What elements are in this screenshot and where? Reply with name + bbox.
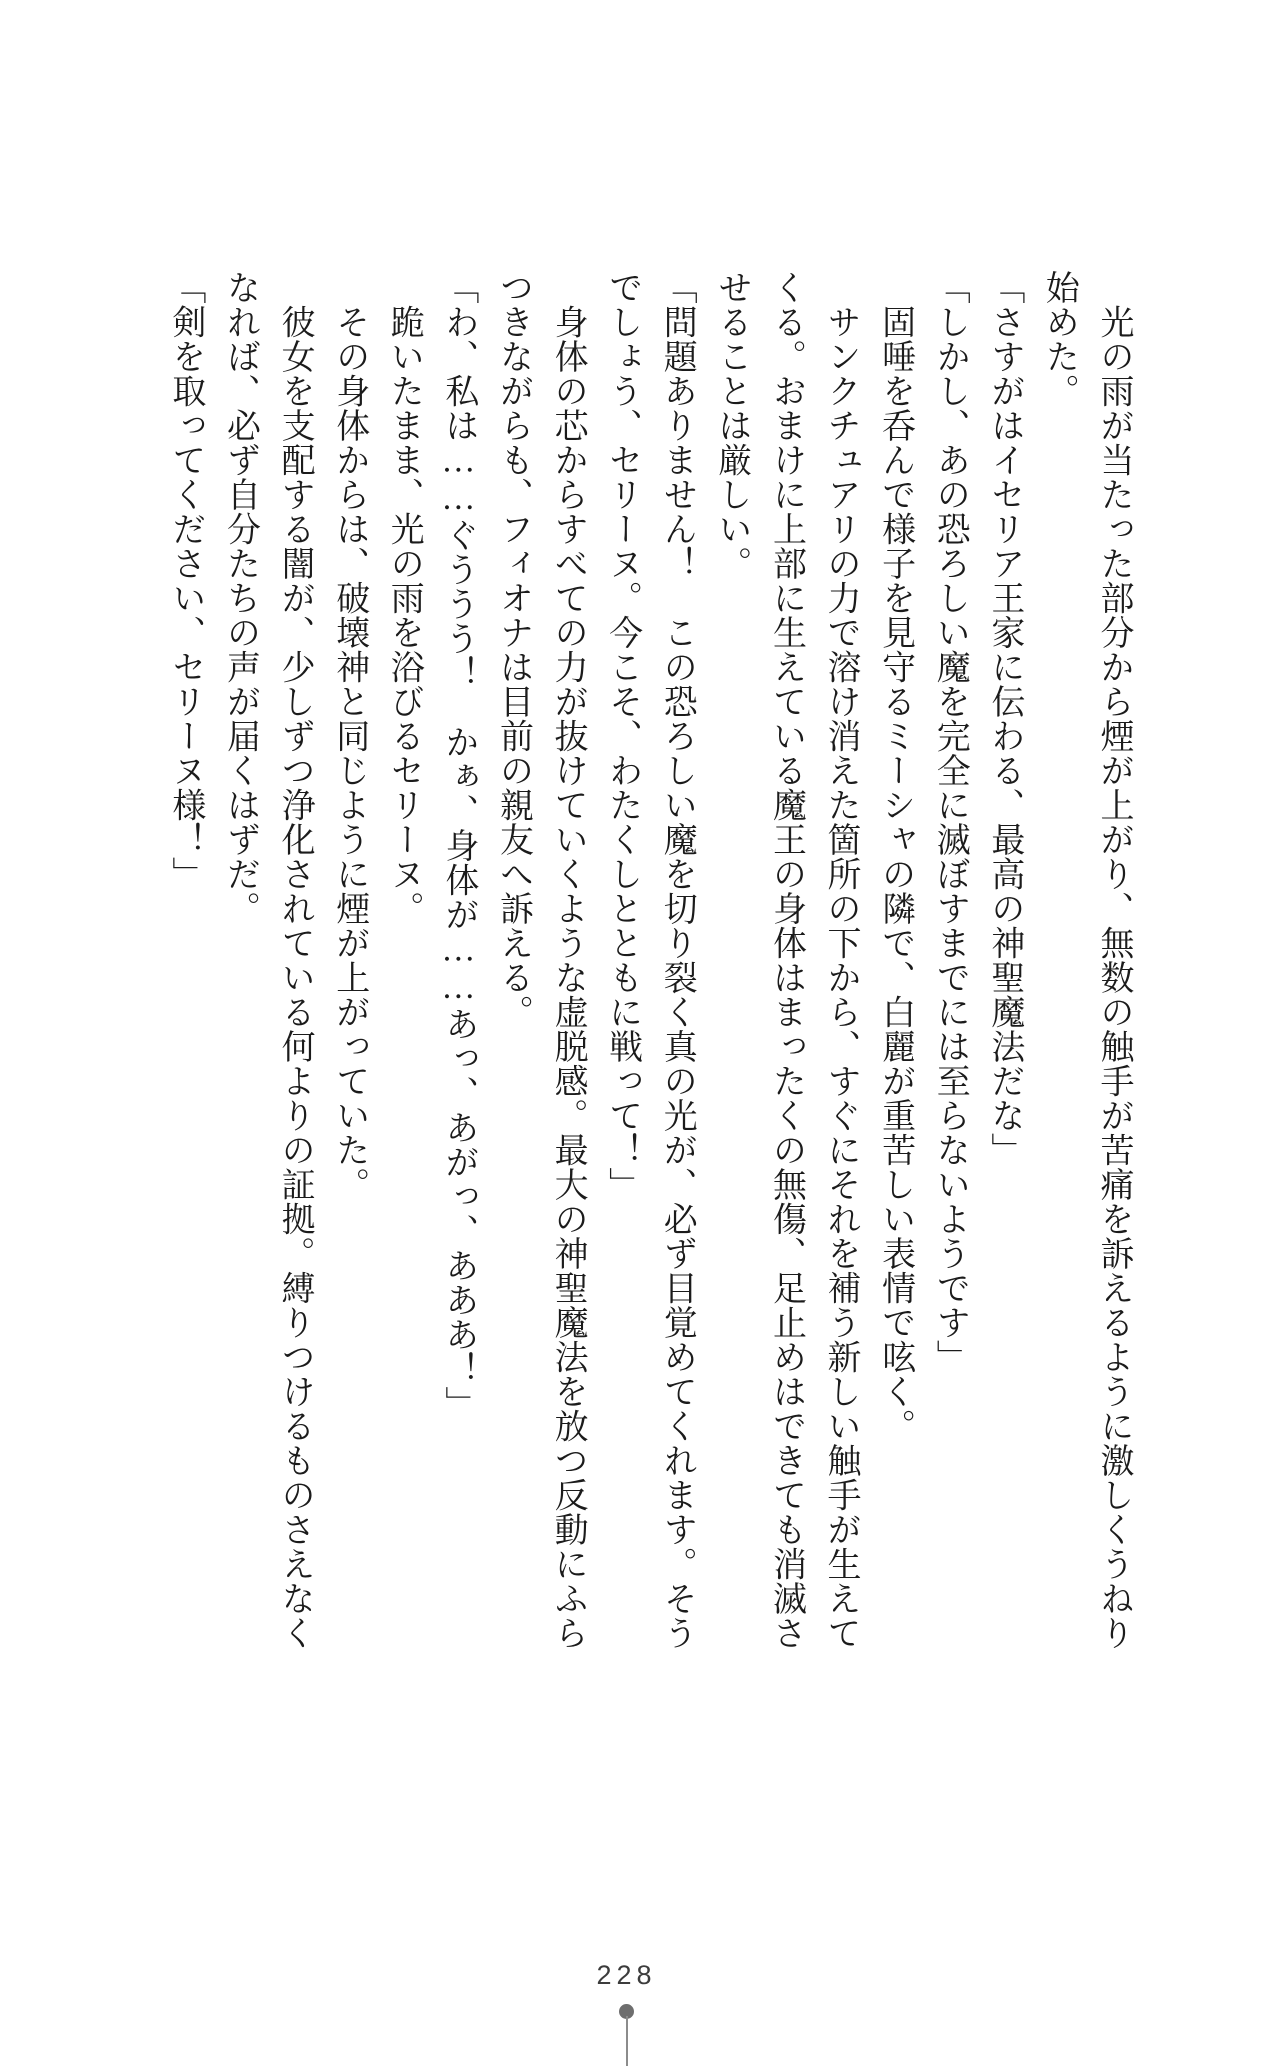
text-line: 光の雨が当たった部分から煙が上がり、無数の触手が苦痛を訴えるように激しくうねり: [1095, 270, 1132, 1650]
text-line: 固唾を呑んで様子を見守るミーシャの隣で、白麗が重苦しい表情で呟く。: [876, 270, 914, 1443]
text-line: その身体からは、破壊神と同じように煙が上がっていた。: [330, 270, 368, 1202]
text-line: 跪いたまま、光の雨を浴びるセリーヌ。: [385, 270, 423, 926]
text-line: せることは厳しい。: [712, 270, 750, 581]
page-marker-line: [626, 2016, 628, 2066]
text-line: 「さすがはイセリア王家に伝わる、最高の神聖魔法だな」: [985, 270, 1023, 1167]
text-line: つきながらも、フィオナは目前の親友へ訴える。: [494, 270, 532, 1029]
text-line: 「問題ありません！ この恐ろしい魔を切り裂く真の光が、必ず目覚めてくれます。そう: [658, 270, 696, 1650]
text-line: サンクチュアリの力で溶け消えた箇所の下から、すぐにそれを補う新しい触手が生えて: [822, 270, 860, 1650]
text-line: 彼女を支配する闇が、少しずつ浄化されている何よりの証拠。縛りつけるものさえなく: [276, 270, 314, 1650]
text-line: 「しかし、あの恐ろしい魔を完全に滅ぼすまでには至らないようです」: [931, 270, 969, 1374]
text-area: [157, 270, 1140, 1680]
text-line: 身体の芯からすべての力が抜けていくような虚脱感。最大の神聖魔法を放つ反動にふら: [549, 270, 587, 1650]
text-line: でしょう、セリーヌ。今こそ、わたくしとともに戦って！」: [603, 270, 641, 1202]
text-line: 「わ、私は……ぐううう！ かぁ、身体が……あっ、あがっ、あああ！」: [439, 270, 477, 1421]
text-line: 始めた。: [1040, 270, 1078, 408]
text-line: なれば、必ず自分たちの声が届くはずだ。: [221, 270, 259, 926]
text-line: 「剣を取ってください、セリーヌ様！」: [166, 270, 204, 891]
text-line: くる。おまけに上部に生えている魔王の身体はまったくの無傷、足止めはできても消滅さ: [767, 270, 805, 1650]
page-number: 228: [596, 1960, 657, 1990]
